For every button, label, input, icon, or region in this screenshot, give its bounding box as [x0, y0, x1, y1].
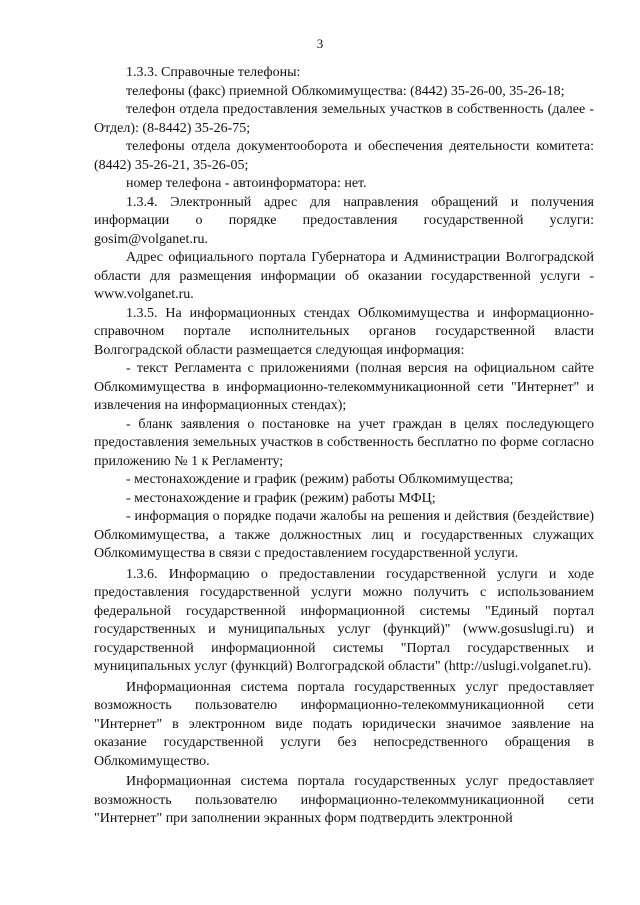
paragraph-1-3-5-stands: 1.3.5. На информационных стендах Облкомимущества и информационно-справочном портале исполнительных органов государственной власти Волгоградской области размещается следующая информация: [94, 305, 594, 358]
paragraph-1-3-3-heading: 1.3.3. Справочные телефоны: [126, 65, 301, 80]
paragraph-portal-address: Адрес официального портала Губернатора и Администрации Волгоградской области для размещения информации об оказании государственной услуги - www.volganet.ru. [94, 250, 594, 302]
paragraph-phone-land-department: телефон отдела предоставления земельных участков в собственность (далее - Отдел): (8-8442) 35-26-75; [94, 102, 594, 136]
paragraph-portal-electronic-application: Информационная система портала государственных услуг предоставляет возможность пользователю информационно-телекоммуникационной сети "Интернет" в электронном виде подать юридически значимое заявление на оказание государственной услуги без непосредственного обращения в Облкомимущество. [94, 679, 594, 769]
document-body [94, 64, 594, 829]
page-number: 3 [316, 36, 324, 51]
paragraph-1-3-6-portals: 1.3.6. Информацию о предоставлении государственной услуги и ходе предоставления государственной услуги можно получить с использованием федеральной государственной информационной системы "Единый портал государственных и муниципальных услуг (функций)" (www.gosuslugi.ru) и государственной информационной системы "Портал государственных и муниципальных услуг (функций) Волгоградской области" (http://uslugi.volganet.ru). [94, 566, 594, 674]
paragraph-portal-screen-forms: Информационная система портала государственных услуг предоставляет возможность пользователю информационно-телекоммуникационной сети "Интернет" при заполнении экранных форм подтвердить электронной [94, 774, 594, 826]
paragraph-phone-document-department: телефоны отдела документооборота и обеспечения деятельности комитета: (8442) 35-26-21, 35-26-05; [94, 139, 594, 173]
list-item-office-location: - местонахождение и график (режим) работы Облкомимущества; [126, 472, 514, 487]
list-item-regulation-text: - текст Регламента с приложениями (полная версия на официальном сайте Облкомимущества в информационно-телекоммуникационной сети "Интернет" и извлечения на информационных стендах); [94, 361, 594, 413]
paragraph-autoinformer: номер телефона - автоинформатора: нет. [126, 176, 367, 191]
list-item-application-form: - бланк заявления о постановке на учет граждан в целях последующего предоставления земельных участков в собственность бесплатно по форме согласно приложению № 1 к Регламенту; [94, 416, 594, 469]
paragraph-1-3-4-email: 1.3.4. Электронный адрес для направления обращений и получения информации о порядке предоставления государственной услуги: gosim@volganet.ru. [94, 194, 594, 247]
paragraph-phone-reception: телефоны (факс) приемной Облкомимущества: (8442) 35-26-00, 35-26-18; [126, 83, 565, 99]
list-item-mfc-location: - местонахождение и график (режим) работы МФЦ; [126, 490, 436, 506]
list-item-complaint-procedure: - информация о порядке подачи жалобы на решения и действия (бездействие) Облкомимущества, а также должностных лиц и государственных служащих Облкомимущества в связи с предоставлением государственной услуги. [94, 509, 594, 561]
